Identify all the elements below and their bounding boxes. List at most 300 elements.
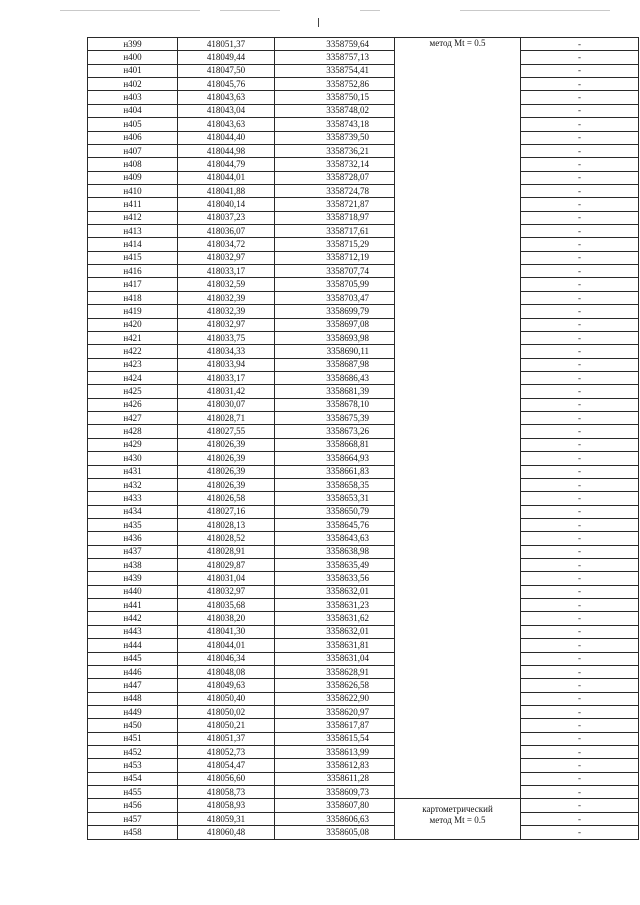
point-id-cell: н417 [88, 278, 178, 291]
table-row [88, 559, 639, 572]
table-row [88, 358, 639, 371]
point-id-cell: н429 [88, 438, 178, 451]
y-coordinate-cell: 3358631,62 [275, 612, 395, 625]
table-row [88, 425, 639, 438]
point-id-cell: н399 [88, 38, 178, 51]
table-row [88, 625, 639, 638]
point-id-cell: н410 [88, 184, 178, 197]
y-coordinate-cell: 3358728,07 [275, 171, 395, 184]
dash-cell: - [521, 786, 639, 799]
table-row [88, 732, 639, 745]
y-coordinate-cell: 3358724,78 [275, 184, 395, 197]
point-id-cell: н451 [88, 732, 178, 745]
dash-cell: - [521, 639, 639, 652]
dash-cell: - [521, 211, 639, 224]
dash-cell: - [521, 746, 639, 759]
dash-cell: - [521, 265, 639, 278]
point-id-cell: н453 [88, 759, 178, 772]
y-coordinate-cell: 3358718,97 [275, 211, 395, 224]
y-coordinate-cell: 3358661,83 [275, 465, 395, 478]
dash-cell: - [521, 358, 639, 371]
table-row [88, 291, 639, 304]
table-row [88, 812, 639, 825]
dash-cell: - [521, 465, 639, 478]
x-coordinate-cell: 418028,13 [178, 518, 275, 531]
coordinates-table-body [88, 38, 639, 840]
dash-cell: - [521, 318, 639, 331]
point-id-cell: н439 [88, 572, 178, 585]
y-coordinate-cell: 3358673,26 [275, 425, 395, 438]
dash-cell: - [521, 305, 639, 318]
dash-cell: - [521, 559, 639, 572]
x-coordinate-cell: 418031,42 [178, 385, 275, 398]
y-coordinate-cell: 3358705,99 [275, 278, 395, 291]
dash-cell: - [521, 545, 639, 558]
y-coordinate-cell: 3358645,76 [275, 518, 395, 531]
table-row [88, 118, 639, 131]
x-coordinate-cell: 418032,97 [178, 318, 275, 331]
point-id-cell: н414 [88, 238, 178, 251]
y-coordinate-cell: 3358712,19 [275, 251, 395, 264]
point-id-cell: н416 [88, 265, 178, 278]
dash-cell: - [521, 679, 639, 692]
y-coordinate-cell: 3358605,08 [275, 826, 395, 839]
y-coordinate-cell: 3358686,43 [275, 371, 395, 384]
point-id-cell: н415 [88, 251, 178, 264]
table-row [88, 612, 639, 625]
y-coordinate-cell: 3358699,79 [275, 305, 395, 318]
x-coordinate-cell: 418027,55 [178, 425, 275, 438]
point-id-cell: н450 [88, 719, 178, 732]
dash-cell: - [521, 385, 639, 398]
y-coordinate-cell: 3358628,91 [275, 665, 395, 678]
table-row [88, 64, 639, 77]
x-coordinate-cell: 418056,60 [178, 772, 275, 785]
table-row [88, 38, 639, 51]
table-row [88, 505, 639, 518]
x-coordinate-cell: 418058,93 [178, 799, 275, 812]
x-coordinate-cell: 418032,39 [178, 305, 275, 318]
y-coordinate-cell: 3358658,35 [275, 478, 395, 491]
y-coordinate-cell: 3358622,90 [275, 692, 395, 705]
table-row [88, 786, 639, 799]
point-id-cell: н418 [88, 291, 178, 304]
y-coordinate-cell: 3358632,01 [275, 625, 395, 638]
table-row [88, 371, 639, 384]
x-coordinate-cell: 418032,97 [178, 585, 275, 598]
y-coordinate-cell: 3358748,02 [275, 104, 395, 117]
x-coordinate-cell: 418028,52 [178, 532, 275, 545]
dash-cell: - [521, 505, 639, 518]
point-id-cell: н447 [88, 679, 178, 692]
scan-tick-mark [318, 18, 319, 27]
y-coordinate-cell: 3358739,50 [275, 131, 395, 144]
dash-cell: - [521, 612, 639, 625]
dash-cell: - [521, 772, 639, 785]
table-row [88, 545, 639, 558]
dash-cell: - [521, 732, 639, 745]
point-id-cell: н421 [88, 331, 178, 344]
point-id-cell: н430 [88, 452, 178, 465]
y-coordinate-cell: 3358721,87 [275, 198, 395, 211]
point-id-cell: н428 [88, 425, 178, 438]
table-row [88, 599, 639, 612]
x-coordinate-cell: 418050,02 [178, 705, 275, 718]
table-row [88, 478, 639, 491]
x-coordinate-cell: 418026,39 [178, 438, 275, 451]
dash-cell: - [521, 38, 639, 51]
table-row [88, 652, 639, 665]
y-coordinate-cell: 3358750,15 [275, 91, 395, 104]
point-id-cell: н407 [88, 144, 178, 157]
dash-cell: - [521, 144, 639, 157]
table-row [88, 826, 639, 839]
point-id-cell: н433 [88, 492, 178, 505]
x-coordinate-cell: 418054,47 [178, 759, 275, 772]
point-id-cell: н432 [88, 478, 178, 491]
point-id-cell: н440 [88, 585, 178, 598]
y-coordinate-cell: 3358620,97 [275, 705, 395, 718]
y-coordinate-cell: 3358736,21 [275, 144, 395, 157]
point-id-cell: н405 [88, 118, 178, 131]
dash-cell: - [521, 278, 639, 291]
dash-cell: - [521, 425, 639, 438]
dash-cell: - [521, 532, 639, 545]
point-id-cell: н448 [88, 692, 178, 705]
point-id-cell: н400 [88, 51, 178, 64]
method-label-line1: картометрический [422, 804, 493, 815]
x-coordinate-cell: 418033,17 [178, 371, 275, 384]
y-coordinate-cell: 3358606,63 [275, 812, 395, 825]
dash-cell: - [521, 518, 639, 531]
x-coordinate-cell: 418043,04 [178, 104, 275, 117]
table-row [88, 772, 639, 785]
table-row [88, 104, 639, 117]
dash-cell: - [521, 812, 639, 825]
table-row [88, 705, 639, 718]
y-coordinate-cell: 3358607,80 [275, 799, 395, 812]
x-coordinate-cell: 418058,73 [178, 786, 275, 799]
dash-cell: - [521, 225, 639, 238]
y-coordinate-cell: 3358611,28 [275, 772, 395, 785]
y-coordinate-cell: 3358678,10 [275, 398, 395, 411]
table-row [88, 759, 639, 772]
point-id-cell: н458 [88, 826, 178, 839]
x-coordinate-cell: 418049,44 [178, 51, 275, 64]
dash-cell: - [521, 585, 639, 598]
y-coordinate-cell: 3358743,18 [275, 118, 395, 131]
point-id-cell: н431 [88, 465, 178, 478]
dash-cell: - [521, 692, 639, 705]
x-coordinate-cell: 418032,39 [178, 291, 275, 304]
x-coordinate-cell: 418035,68 [178, 599, 275, 612]
x-coordinate-cell: 418038,20 [178, 612, 275, 625]
point-id-cell: н437 [88, 545, 178, 558]
y-coordinate-cell: 3358613,99 [275, 746, 395, 759]
point-id-cell: н436 [88, 532, 178, 545]
x-coordinate-cell: 418051,37 [178, 38, 275, 51]
point-id-cell: н444 [88, 639, 178, 652]
y-coordinate-cell: 3358632,01 [275, 585, 395, 598]
table-row [88, 799, 639, 812]
point-id-cell: н413 [88, 225, 178, 238]
y-coordinate-cell: 3358638,98 [275, 545, 395, 558]
dash-cell: - [521, 412, 639, 425]
point-id-cell: н404 [88, 104, 178, 117]
point-id-cell: н445 [88, 652, 178, 665]
y-coordinate-cell: 3358757,13 [275, 51, 395, 64]
table-row [88, 465, 639, 478]
point-id-cell: н449 [88, 705, 178, 718]
point-id-cell: н426 [88, 398, 178, 411]
x-coordinate-cell: 418034,33 [178, 345, 275, 358]
table-row [88, 251, 639, 264]
y-coordinate-cell: 3358693,98 [275, 331, 395, 344]
table-row [88, 398, 639, 411]
y-coordinate-cell: 3358687,98 [275, 358, 395, 371]
x-coordinate-cell: 418051,37 [178, 732, 275, 745]
dash-cell: - [521, 438, 639, 451]
point-id-cell: н434 [88, 505, 178, 518]
dash-cell: - [521, 184, 639, 197]
table-row [88, 198, 639, 211]
point-id-cell: н422 [88, 345, 178, 358]
point-id-cell: н446 [88, 665, 178, 678]
x-coordinate-cell: 418041,88 [178, 184, 275, 197]
dash-cell: - [521, 291, 639, 304]
dash-cell: - [521, 478, 639, 491]
y-coordinate-cell: 3358631,04 [275, 652, 395, 665]
table-row [88, 639, 639, 652]
dash-cell: - [521, 799, 639, 812]
y-coordinate-cell: 3358715,29 [275, 238, 395, 251]
dash-cell: - [521, 238, 639, 251]
table-row [88, 211, 639, 224]
dash-cell: - [521, 91, 639, 104]
point-id-cell: н406 [88, 131, 178, 144]
point-id-cell: н457 [88, 812, 178, 825]
method-label: метод Mt = 0.5 [429, 38, 486, 48]
dash-cell: - [521, 398, 639, 411]
table-row [88, 719, 639, 732]
method-cell-cartometric [395, 799, 521, 839]
y-coordinate-cell: 3358626,58 [275, 679, 395, 692]
x-coordinate-cell: 418034,72 [178, 238, 275, 251]
x-coordinate-cell: 418044,40 [178, 131, 275, 144]
point-id-cell: н442 [88, 612, 178, 625]
table-row [88, 158, 639, 171]
y-coordinate-cell: 3358690,11 [275, 345, 395, 358]
dash-cell: - [521, 345, 639, 358]
x-coordinate-cell: 418059,31 [178, 812, 275, 825]
x-coordinate-cell: 418041,30 [178, 625, 275, 638]
point-id-cell: н456 [88, 799, 178, 812]
method-label-line2: метод Mt = 0.5 [429, 814, 486, 825]
dash-cell: - [521, 78, 639, 91]
x-coordinate-cell: 418030,07 [178, 398, 275, 411]
table-row [88, 746, 639, 759]
y-coordinate-cell: 3358631,81 [275, 639, 395, 652]
point-id-cell: н420 [88, 318, 178, 331]
y-coordinate-cell: 3358650,79 [275, 505, 395, 518]
point-id-cell: н454 [88, 772, 178, 785]
dash-cell: - [521, 131, 639, 144]
table-row [88, 492, 639, 505]
table-row [88, 572, 639, 585]
table-row [88, 278, 639, 291]
y-coordinate-cell: 3358617,87 [275, 719, 395, 732]
y-coordinate-cell: 3358675,39 [275, 412, 395, 425]
point-id-cell: н443 [88, 625, 178, 638]
dash-cell: - [521, 452, 639, 465]
table-row [88, 345, 639, 358]
dash-cell: - [521, 158, 639, 171]
dash-cell: - [521, 599, 639, 612]
table-row [88, 171, 639, 184]
table-row [88, 51, 639, 64]
y-coordinate-cell: 3358633,56 [275, 572, 395, 585]
table-row [88, 385, 639, 398]
table-row [88, 412, 639, 425]
dash-cell: - [521, 492, 639, 505]
dash-cell: - [521, 331, 639, 344]
x-coordinate-cell: 418040,14 [178, 198, 275, 211]
y-coordinate-cell: 3358609,73 [275, 786, 395, 799]
table-row [88, 518, 639, 531]
x-coordinate-cell: 418029,87 [178, 559, 275, 572]
dash-cell: - [521, 198, 639, 211]
y-coordinate-cell: 3358754,41 [275, 64, 395, 77]
dash-cell: - [521, 625, 639, 638]
x-coordinate-cell: 418049,63 [178, 679, 275, 692]
x-coordinate-cell: 418043,63 [178, 91, 275, 104]
x-coordinate-cell: 418052,73 [178, 746, 275, 759]
dash-cell: - [521, 251, 639, 264]
x-coordinate-cell: 418032,59 [178, 278, 275, 291]
table-row [88, 331, 639, 344]
point-id-cell: н401 [88, 64, 178, 77]
x-coordinate-cell: 418050,21 [178, 719, 275, 732]
point-id-cell: н425 [88, 385, 178, 398]
table-row [88, 679, 639, 692]
x-coordinate-cell: 418046,34 [178, 652, 275, 665]
dash-cell: - [521, 652, 639, 665]
x-coordinate-cell: 418036,07 [178, 225, 275, 238]
y-coordinate-cell: 3358615,54 [275, 732, 395, 745]
y-coordinate-cell: 3358697,08 [275, 318, 395, 331]
dash-cell: - [521, 719, 639, 732]
table-row [88, 532, 639, 545]
method-cell-main [395, 38, 521, 799]
table-row [88, 184, 639, 197]
y-coordinate-cell: 3358643,63 [275, 532, 395, 545]
x-coordinate-cell: 418044,01 [178, 639, 275, 652]
table-row [88, 438, 639, 451]
point-id-cell: н402 [88, 78, 178, 91]
point-id-cell: н411 [88, 198, 178, 211]
x-coordinate-cell: 418026,58 [178, 492, 275, 505]
table-row [88, 265, 639, 278]
point-id-cell: н427 [88, 412, 178, 425]
point-id-cell: н455 [88, 786, 178, 799]
x-coordinate-cell: 418027,16 [178, 505, 275, 518]
dash-cell: - [521, 572, 639, 585]
point-id-cell: н403 [88, 91, 178, 104]
y-coordinate-cell: 3358703,47 [275, 291, 395, 304]
y-coordinate-cell: 3358752,86 [275, 78, 395, 91]
point-id-cell: н408 [88, 158, 178, 171]
x-coordinate-cell: 418045,76 [178, 78, 275, 91]
point-id-cell: н441 [88, 599, 178, 612]
x-coordinate-cell: 418032,97 [178, 251, 275, 264]
table-row [88, 78, 639, 91]
dash-cell: - [521, 171, 639, 184]
x-coordinate-cell: 418037,23 [178, 211, 275, 224]
y-coordinate-cell: 3358668,81 [275, 438, 395, 451]
scan-artifact-header [60, 6, 620, 14]
x-coordinate-cell: 418026,39 [178, 452, 275, 465]
y-coordinate-cell: 3358717,61 [275, 225, 395, 238]
x-coordinate-cell: 418026,39 [178, 465, 275, 478]
dash-cell: - [521, 759, 639, 772]
x-coordinate-cell: 418060,48 [178, 826, 275, 839]
x-coordinate-cell: 418048,08 [178, 665, 275, 678]
y-coordinate-cell: 3358664,93 [275, 452, 395, 465]
table-row [88, 585, 639, 598]
table-row [88, 91, 639, 104]
table-row [88, 144, 639, 157]
y-coordinate-cell: 3358631,23 [275, 599, 395, 612]
point-id-cell: н438 [88, 559, 178, 572]
x-coordinate-cell: 418047,50 [178, 64, 275, 77]
table-row [88, 305, 639, 318]
dash-cell: - [521, 64, 639, 77]
y-coordinate-cell: 3358759,64 [275, 38, 395, 51]
coordinates-table [87, 37, 639, 840]
point-id-cell: н452 [88, 746, 178, 759]
table-row [88, 131, 639, 144]
y-coordinate-cell: 3358635,49 [275, 559, 395, 572]
x-coordinate-cell: 418043,63 [178, 118, 275, 131]
point-id-cell: н435 [88, 518, 178, 531]
x-coordinate-cell: 418044,79 [178, 158, 275, 171]
x-coordinate-cell: 418031,04 [178, 572, 275, 585]
dash-cell: - [521, 371, 639, 384]
table-row [88, 692, 639, 705]
x-coordinate-cell: 418033,17 [178, 265, 275, 278]
point-id-cell: н409 [88, 171, 178, 184]
table-row [88, 452, 639, 465]
y-coordinate-cell: 3358707,74 [275, 265, 395, 278]
y-coordinate-cell: 3358681,39 [275, 385, 395, 398]
dash-cell: - [521, 104, 639, 117]
point-id-cell: н412 [88, 211, 178, 224]
x-coordinate-cell: 418033,75 [178, 331, 275, 344]
table-row [88, 225, 639, 238]
y-coordinate-cell: 3358612,83 [275, 759, 395, 772]
x-coordinate-cell: 418044,01 [178, 171, 275, 184]
table-row [88, 238, 639, 251]
table-row [88, 318, 639, 331]
x-coordinate-cell: 418044,98 [178, 144, 275, 157]
dash-cell: - [521, 118, 639, 131]
point-id-cell: н423 [88, 358, 178, 371]
table-row [88, 665, 639, 678]
x-coordinate-cell: 418050,40 [178, 692, 275, 705]
dash-cell: - [521, 665, 639, 678]
x-coordinate-cell: 418026,39 [178, 478, 275, 491]
dash-cell: - [521, 705, 639, 718]
